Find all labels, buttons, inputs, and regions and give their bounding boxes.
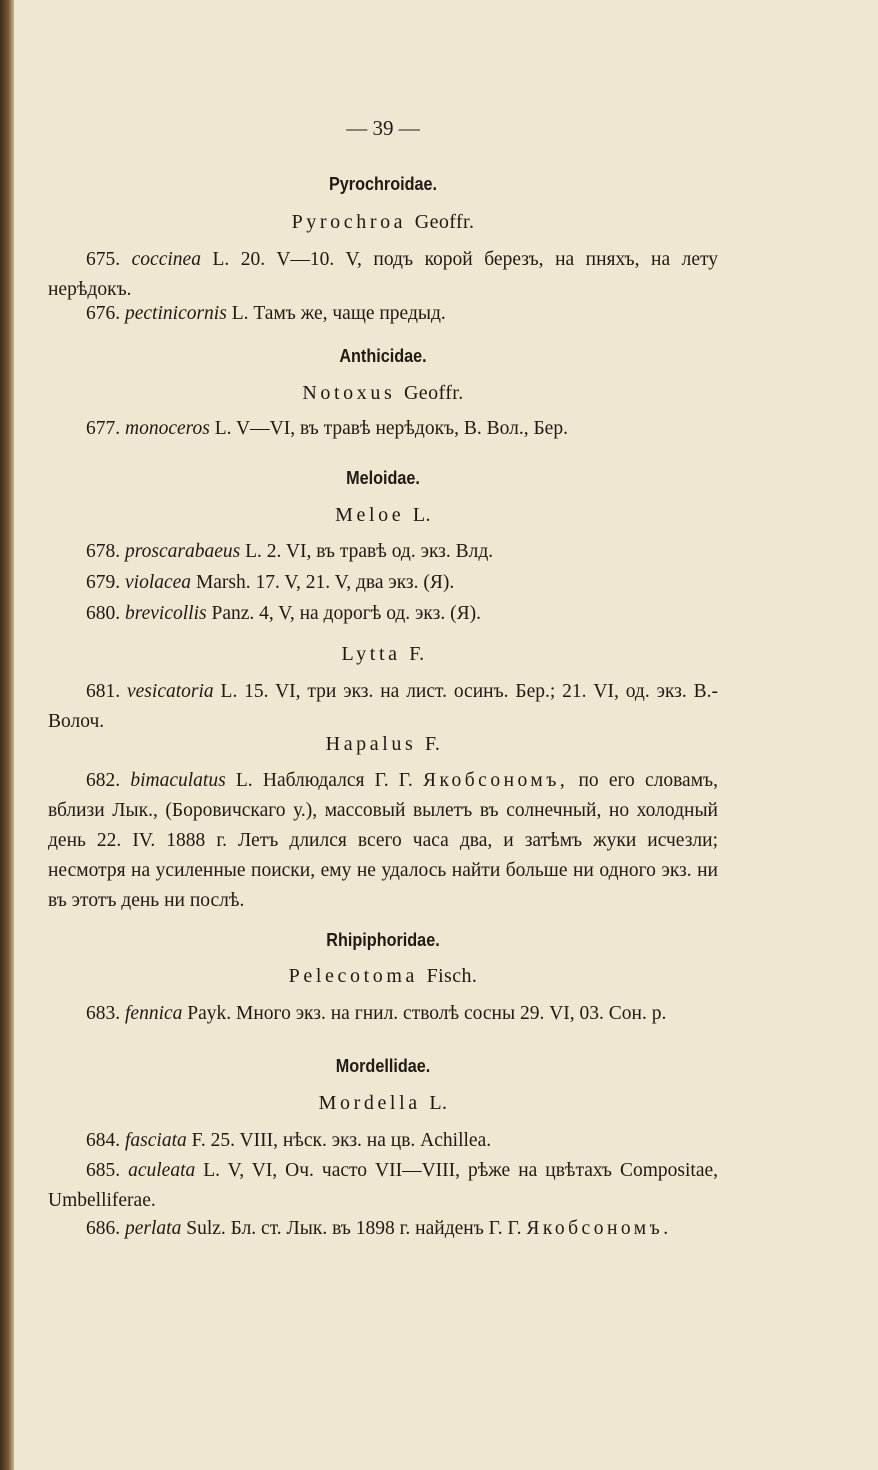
genus-author: L. <box>429 1092 448 1114</box>
genus-author: L. <box>412 504 431 526</box>
entry-679 <box>48 568 718 598</box>
species-name: violacea <box>125 572 192 593</box>
genus-author: Fisch. <box>426 965 478 987</box>
entry-675 <box>48 245 718 305</box>
entry-text: L. 2. VI, въ травѣ од. экз. Влд. <box>245 541 494 562</box>
person-name: Якобсономъ. <box>526 1218 672 1239</box>
genus-heading-notoxus <box>48 382 718 405</box>
entry-text: L. 20. V—10. V, подъ корой березъ, на пняхъ, на лету нерѣдокъ. <box>48 249 719 300</box>
genus-heading-pelecotoma <box>48 965 718 988</box>
entry-number: 678. <box>86 541 121 562</box>
species-name: perlata <box>125 1218 182 1239</box>
family-heading-rhipiphoridae: Rhipiphoridae. <box>326 930 440 950</box>
entry-number: 686. <box>86 1218 121 1239</box>
entry-number: 677. <box>86 418 121 439</box>
genus-author: F. <box>425 733 441 755</box>
entry-number: 675. <box>86 249 121 270</box>
species-name: proscarabaeus <box>125 541 241 562</box>
genus-name: Meloe <box>335 504 405 526</box>
species-name: coccinea <box>131 249 201 270</box>
entry-number: 680. <box>86 603 121 624</box>
book-spine-shadow <box>0 0 14 1470</box>
genus-name: Pyrochroa <box>291 211 407 233</box>
entry-text: Payk. Много экз. на гнил. стволѣ сосны 29. VI, 03. Сон. р. <box>187 1003 667 1024</box>
entry-684 <box>48 1126 718 1156</box>
entry-text: L. V—VI, въ травѣ нерѣдокъ, В. Вол., Бер. <box>214 418 568 439</box>
family-heading-mordellidae: Mordellidae. <box>335 1056 431 1076</box>
genus-name: Mordella <box>318 1092 421 1114</box>
species-name: brevicollis <box>125 603 207 624</box>
entry-683 <box>48 999 718 1029</box>
genus-name: Pelecotoma <box>288 965 418 987</box>
genus-author: Geoffr. <box>403 382 464 404</box>
entry-number: 682. <box>86 770 121 791</box>
entry-number: 685. <box>86 1160 121 1181</box>
page-number: — 39 — <box>346 116 420 140</box>
entry-681 <box>48 677 718 737</box>
entry-number: 684. <box>86 1130 121 1151</box>
genus-heading-mordella <box>48 1092 718 1115</box>
entry-686 <box>48 1214 718 1244</box>
entry-677 <box>48 414 718 444</box>
genus-heading-hapalus <box>48 733 718 756</box>
species-name: aculeata <box>128 1160 196 1181</box>
genus-name: Hapalus <box>325 733 417 755</box>
species-name: fasciata <box>125 1130 187 1151</box>
entry-text: L. Наблюдался Г. Г. <box>235 770 413 791</box>
entry-682 <box>48 766 718 916</box>
family-heading-pyrochroidae: Pyrochroidae. <box>328 174 438 194</box>
entry-number: 679. <box>86 572 121 593</box>
species-name: pectinicornis <box>125 303 227 324</box>
entry-number: 676. <box>86 303 121 324</box>
entry-680 <box>48 599 718 629</box>
entry-number: 681. <box>86 681 121 702</box>
entry-676 <box>48 299 718 329</box>
genus-name: Lytta <box>341 643 401 665</box>
document-page <box>48 0 718 1470</box>
entry-text: Sulz. Бл. ст. Лык. въ 1898 г. найденъ Г. Г. <box>186 1218 522 1239</box>
genus-name: Notoxus <box>302 382 396 404</box>
species-name: vesicatoria <box>127 681 214 702</box>
species-name: fennica <box>125 1003 183 1024</box>
entry-678 <box>48 537 718 567</box>
family-heading-anthicidae: Anthicidae. <box>339 346 427 366</box>
species-name: bimaculatus <box>130 770 226 791</box>
entry-text: по его словамъ, вблизи Лык., (Боровичскаго у.), массовый вылетъ въ солнечный, но холодный день 22. IV. 1888 г. Летъ длился всего часа два, и затѣмъ жуки исчезли; несмотря на усиленные поиски, ему не удалось найти больше ни одного экз. ни въ этотъ день ни послѣ. <box>48 770 718 911</box>
entry-text: F. 25. VIII, нѣск. экз. на цв. Achillea. <box>191 1130 492 1151</box>
genus-heading-pyrochroa <box>48 211 718 234</box>
entry-text: L. 15. VI, три экз. на лист. осинъ. Бер.; 21. VI, од. экз. В.-Волоч. <box>48 681 719 732</box>
genus-heading-meloe <box>48 504 718 527</box>
genus-author: F. <box>409 643 425 665</box>
species-name: monoceros <box>125 418 210 439</box>
entry-number: 683. <box>86 1003 121 1024</box>
person-name: Якобсономъ, <box>422 770 569 791</box>
entry-text: Marsh. 17. V, 21. V, два экз. (Я). <box>195 572 455 593</box>
genus-heading-lytta <box>48 643 718 666</box>
entry-685 <box>48 1156 718 1216</box>
entry-text: L. Тамъ же, чаще предыд. <box>231 303 446 324</box>
entry-text: Panz. 4, V, на дорогѣ од. экз. (Я). <box>211 603 481 624</box>
entry-text: L. V, VI, Оч. часто VII—VIII, рѣже на цвѣтахъ Compositae, Umbelliferae. <box>48 1160 719 1211</box>
family-heading-meloidae: Meloidae. <box>346 468 420 488</box>
genus-author: Geoffr. <box>414 211 475 233</box>
